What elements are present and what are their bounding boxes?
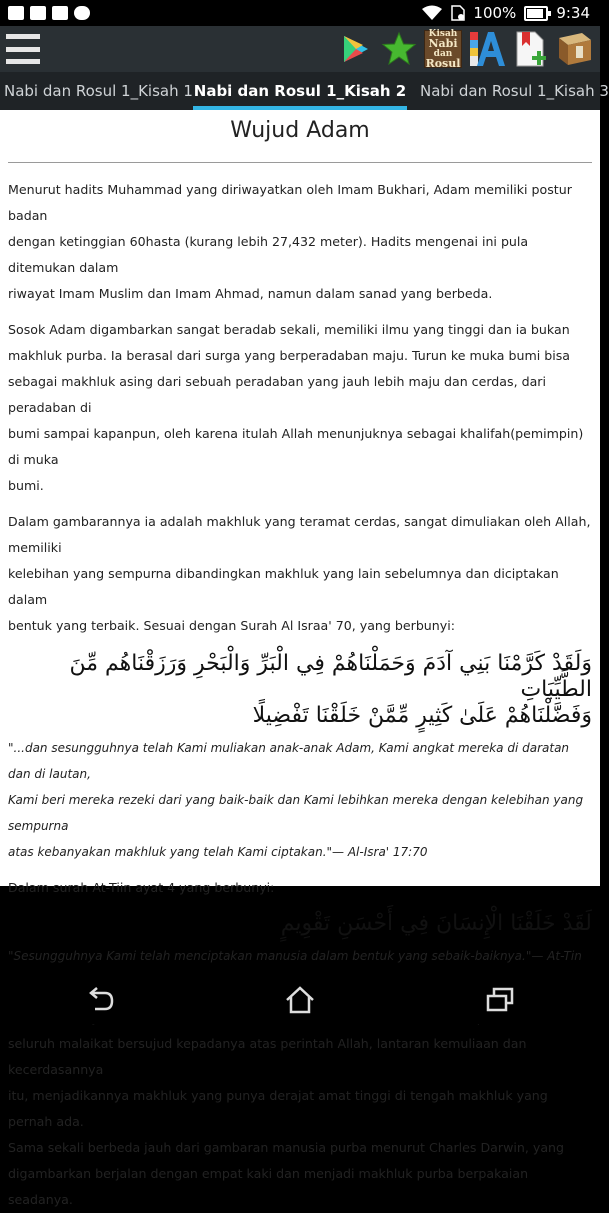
gallery-notification-icon	[8, 6, 24, 20]
paragraph-3: Dalam gambarannya ia adalah makhluk yang teramat cerdas, sangat dimuliakan oleh Allah, memiliki kelebihan yang sempurna dibandingkan makhluk yang lain sebelumnya dan diciptakan dalam bentuk yang terbaik. Sesuai dengan Surah Al Israa' 70, yang berbunyi:	[8, 514, 591, 633]
book-cover-icon[interactable]: Kisah Nabi dan Rosul	[425, 29, 461, 70]
book-icon[interactable]	[556, 30, 594, 68]
bookmark-add-icon[interactable]	[512, 30, 550, 68]
wifi-icon	[421, 5, 443, 21]
star-icon[interactable]	[380, 30, 418, 68]
paragraph-4: Dalam surah At-Tiin ayat 4 yang berbunyi:	[8, 880, 275, 895]
tab-kisah-1[interactable]: Nabi dan Rosul 1_Kisah 1	[4, 82, 193, 100]
clipboard-notification-icon	[52, 6, 68, 20]
title-divider	[8, 162, 592, 163]
menu-icon[interactable]	[6, 34, 40, 64]
notification-icons	[0, 6, 90, 20]
tab-strip	[0, 72, 609, 110]
article-view[interactable]	[0, 110, 600, 1207]
translation-at-tin: "Sesungguhnya Kami telah menciptakan manusia dalam bentuk yang sebaik-baiknya."— At-Tin	[8, 949, 582, 963]
arabic-verse-al-isra: وَلَقَدْ كَرَّمْنَا بَنِي آدَمَ وَحَمَلْنَاهُمْ فِي الْبَرِّ وَالْبَحْرِ وَرَزَقْنَاهُم مِّنَ الطَّيِّبَاتِ وَفَضَّلْنَاهُمْ عَلَىٰ كَثِيرٍ مِّمَّنْ خَلَقْنَا تَفْضِيلًا	[69, 651, 592, 728]
tab-kisah-3[interactable]: Nabi dan Rosul 1_Kisah 3	[420, 82, 609, 100]
recent-apps-icon[interactable]	[465, 980, 535, 1020]
paragraph-5: seluruh malaikat bersujud kepadanya atas perintah Allah, lantaran kemuliaan dan kecerdasannya itu, menjadikannya makhluk yang punya derajat amat tinggi di tengah makhluk yang pernah ada. Sama sekali berbeda jauh dari gambaran manusia purba menurut Charles Darwin, yang digambarkan berjalan dengan empat kaki dan menjadi makhluk purba berpakaian seadanya.	[8, 1036, 565, 1207]
game-notification-icon	[74, 6, 90, 20]
z-notification-icon	[30, 6, 46, 20]
translation-al-isra: "...dan sesungguhnya telah Kami muliakan anak-anak Adam, Kami angkat mereka di daratan dan di lautan, Kami beri mereka rezeki dari yang baik-baik dan Kami lebihkan mereka dengan kelebihan yang sempurna atas kebanyakan makhluk yang telah Kami ciptakan."— Al-Isra' 17:70	[8, 741, 584, 859]
font-size-icon[interactable]	[468, 30, 506, 68]
action-bar	[0, 26, 600, 72]
home-icon[interactable]	[265, 980, 335, 1020]
battery-percent: 100%	[473, 4, 517, 22]
paragraph-2: Sosok Adam digambarkan sangat beradab sekali, memiliki ilmu yang tinggi dan ia bukan makhluk purba. Ia berasal dari surga yang berperadaban maju. Turun ke muka bumi bisa sebagai makhluk asing dari sebuah peradaban yang jauh lebih maju dan cerdas, dari peradaban di bumi sampai kapanpun, oleh karena itulah Allah menunjuknya sebagai khalifah(pemimpin) di muka bumi.	[8, 322, 584, 493]
page-title: Wujud Adam	[230, 118, 370, 143]
arabic-verse-at-tin: لَقَدْ خَلَقْنَا الْإِنسَانَ فِي أَحْسَنِ تَقْوِيمٍ	[280, 911, 592, 936]
sim-icon	[451, 5, 465, 21]
status-bar	[0, 0, 600, 26]
paragraph-1: Menurut hadits Muhammad yang diriwayatkan oleh Imam Bukhari, Adam memiliki postur badan dengan ketinggian 60hasta (kurang lebih 27,432 meter). Hadits mengenai ini pula ditemukan dalam riwayat Imam Muslim dan Imam Ahmad, namun dalam sanad yang berbeda.	[8, 182, 572, 301]
navigation-bar	[0, 976, 600, 1024]
clock: 9:34	[556, 4, 590, 22]
tab-kisah-2[interactable]: Nabi dan Rosul 1_Kisah 2	[193, 72, 407, 110]
battery-icon	[524, 6, 548, 21]
play-icon[interactable]	[336, 30, 374, 68]
back-icon[interactable]	[65, 980, 135, 1020]
